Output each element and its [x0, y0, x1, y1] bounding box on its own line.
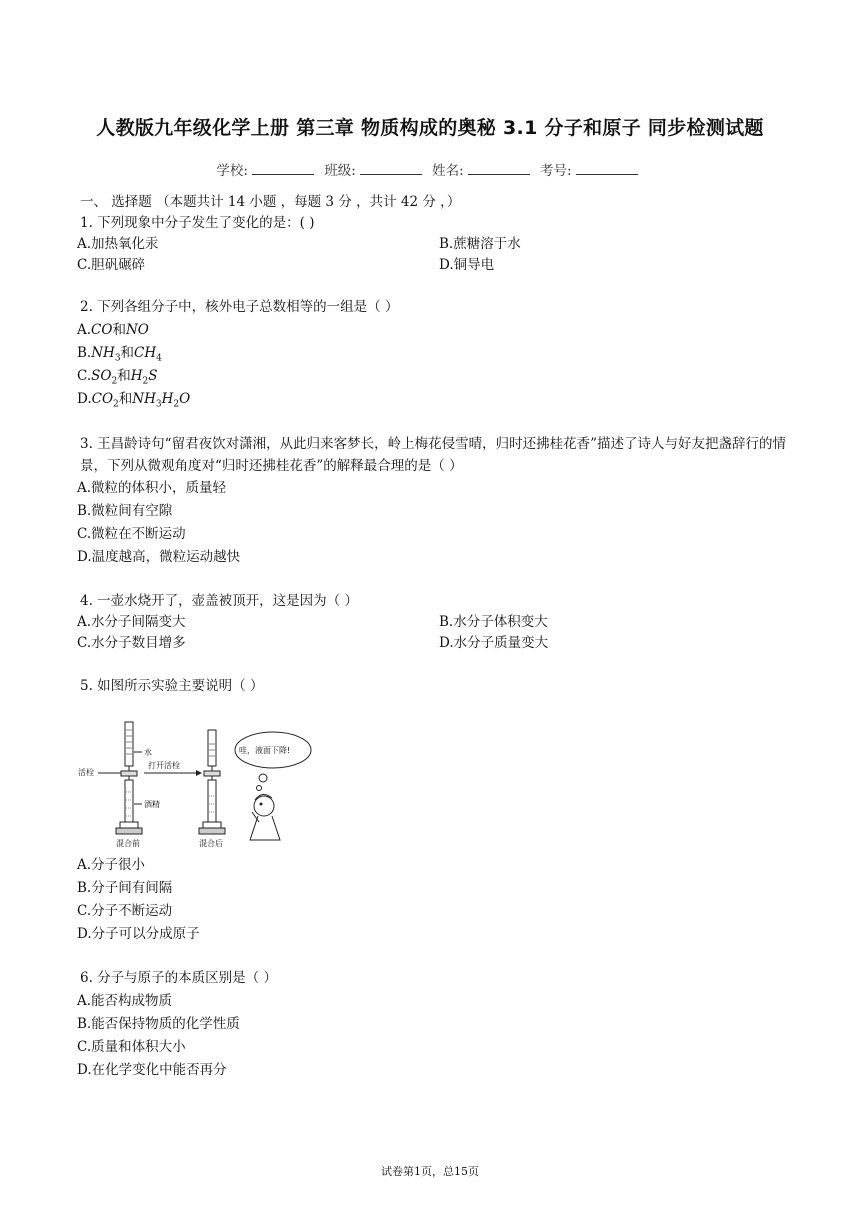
open-valve-arrow — [144, 760, 202, 776]
q2-a-prefix: A. — [77, 322, 92, 338]
q1-option-a[interactable]: A.加热氧化汞 — [77, 236, 159, 252]
q2-d-prefix: D. — [77, 391, 92, 407]
q5-option-a[interactable]: A.分子很小 — [77, 857, 146, 873]
apparatus-before — [116, 722, 142, 834]
page-title: 人教版九年级化学上册 第三章 物质构成的奥秘 3.1 分子和原子 同步检测试题 — [96, 117, 764, 139]
name-label: 姓名: — [432, 163, 464, 179]
q5-option-d[interactable]: D.分子可以分成原子 — [77, 926, 200, 942]
q2-option-b[interactable] — [77, 343, 162, 369]
water-label: 水 — [144, 748, 152, 757]
q2-c-formula: $SO_2$和$H_2S$ — [91, 368, 158, 387]
before-label: 混合前 — [116, 839, 140, 848]
class-label: 班级: — [324, 163, 356, 179]
q6-option-d[interactable]: D.在化学变化中能否再分 — [77, 1062, 227, 1078]
q6-option-b[interactable]: B.能否保持物质的化学性质 — [77, 1016, 240, 1032]
q2-option-a[interactable] — [77, 320, 149, 340]
q5-option-c[interactable]: C.分子不断运动 — [77, 903, 173, 919]
class-blank[interactable] — [360, 162, 422, 175]
q5-option-b[interactable]: B.分子间有间隔 — [77, 880, 173, 896]
after-label: 混合后 — [199, 839, 223, 848]
q6-stem: 6. 分子与原子的本质区别是（ ） — [80, 970, 277, 986]
alcohol-label: 酒精 — [144, 800, 160, 809]
apparatus-after — [199, 730, 225, 834]
q3-option-c[interactable]: C.微粒在不断运动 — [77, 526, 186, 542]
q4-option-d[interactable]: D.水分子质量变大 — [439, 635, 549, 651]
q3-option-b[interactable]: B.微粒间有空隙 — [77, 503, 173, 519]
q3-option-d[interactable]: D.温度越高，微粒运动越快 — [77, 549, 241, 565]
q1-stem: 1. 下列现象中分子发生了变化的是：( ) — [80, 215, 315, 231]
name-blank[interactable] — [468, 162, 530, 175]
thought-bubble — [235, 732, 311, 791]
q4-option-a[interactable]: A.水分子间隔变大 — [77, 614, 186, 630]
q2-stem: 2. 下列各组分子中，核外电子总数相等的一组是（ ） — [80, 299, 399, 315]
q4-option-b[interactable]: B.水分子体积变大 — [439, 614, 548, 630]
school-blank[interactable] — [252, 162, 314, 175]
q2-c-prefix: C. — [77, 368, 92, 384]
person-sketch — [250, 794, 280, 840]
experiment-figure — [76, 716, 316, 856]
q5-stem: 5. 如图所示实验主要说明（ ） — [80, 678, 264, 694]
q2-b-formula: $NH_3$和$CH_4$ — [91, 345, 162, 364]
q2-b-prefix: B. — [77, 345, 92, 361]
q4-option-c[interactable]: C.水分子数目增多 — [77, 635, 186, 651]
section-heading: 一、 选择题 （本题共计 14 小题 ，每题 3 分 ，共计 42 分 ，） — [80, 194, 461, 210]
number-blank[interactable] — [576, 162, 638, 175]
q1-option-b[interactable]: B.蔗糖溶于水 — [439, 236, 521, 252]
q1-option-d[interactable]: D.铜导电 — [439, 257, 495, 273]
q2-a-formula: CO和NO — [91, 322, 149, 338]
student-info — [0, 159, 860, 179]
q4-stem: 4. 一壶水烧开了，壶盖被顶开，这是因为（ ） — [80, 593, 358, 609]
page-footer: 试卷第1页，总15页 — [381, 1165, 479, 1178]
school-label: 学校: — [216, 163, 248, 179]
number-label: 考号: — [540, 163, 572, 179]
open-valve-label: 打开活栓 — [148, 761, 180, 770]
valve-label: 活栓 — [78, 768, 94, 777]
q2-option-c[interactable] — [77, 366, 157, 392]
q2-d-formula: $CO_2$和$NH_3H_2O$ — [91, 391, 191, 410]
q3-stem: 3. 王昌龄诗句“留君夜饮对潇湘，从此归来客梦长，岭上梅花侵雪晴，归时还拂桂花香”描述了诗人与好友把盏辞行的情景，下列从微观角度对“归时还拂桂花香”的解释最合理的是（ ） — [80, 436, 786, 474]
q6-option-c[interactable]: C.质量和体积大小 — [77, 1039, 186, 1055]
q6-option-a[interactable]: A.能否构成物质 — [77, 993, 173, 1009]
q2-option-d[interactable] — [77, 389, 190, 415]
q1-option-c[interactable]: C.胆矾碾碎 — [77, 257, 146, 273]
q3-option-a[interactable]: A.微粒的体积小，质量轻 — [77, 480, 227, 496]
bubble-text: 哇，液面下降! — [239, 746, 291, 755]
